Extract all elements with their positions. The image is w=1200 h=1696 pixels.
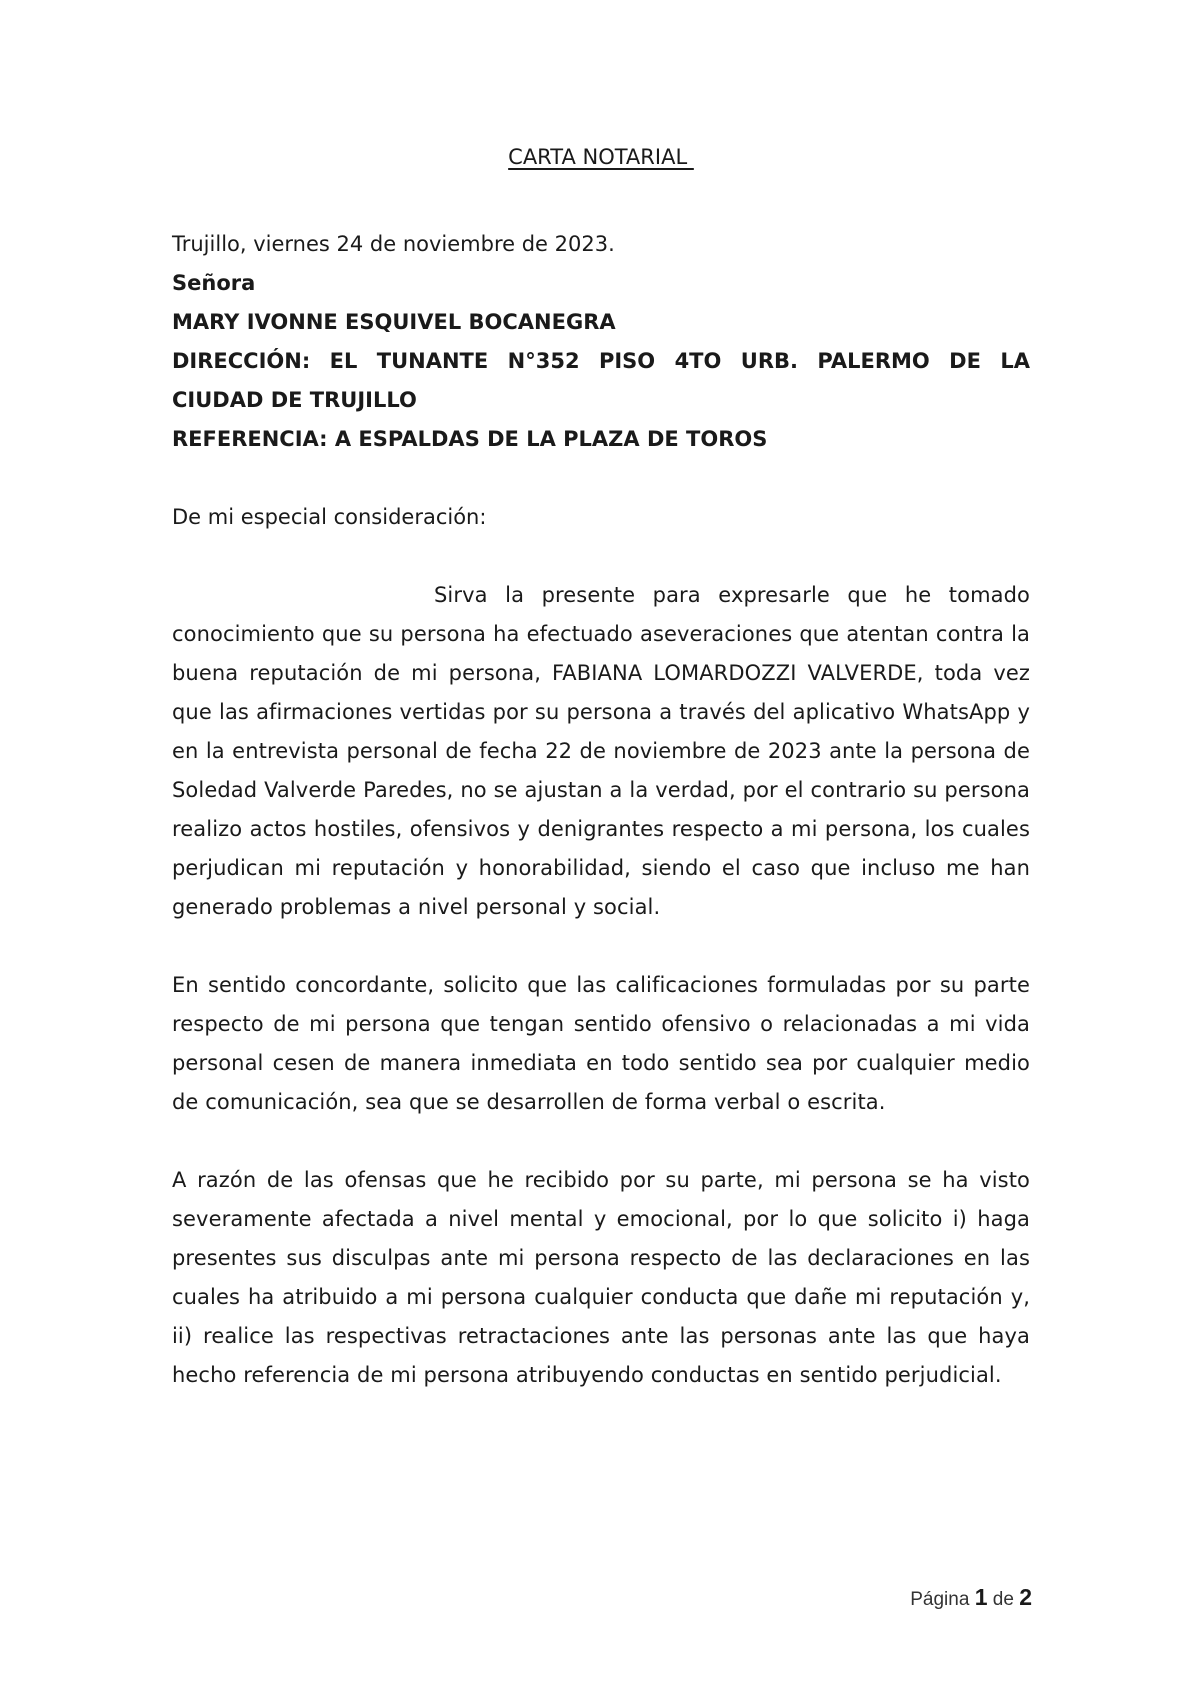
page-label: Página [910, 1589, 970, 1610]
page-number-footer [910, 1584, 1032, 1611]
recipient-name: MARY IVONNE ESQUIVEL BOCANEGRA [172, 310, 616, 334]
spacer [172, 537, 1030, 576]
total-pages-number: 2 [1019, 1584, 1032, 1610]
body-paragraph-1: Sirva la presente para expresarle que he tomado conocimiento que su persona ha efectuado aseveraciones que atentan contra la buena reputación de mi persona, FABIANA LOMARDOZZI VALVERDE, toda vez que las afirmaciones vertidas por su persona a través del aplicativo WhatsApp y en la entrevista personal de fecha 22 de noviembre de 2023 ante la persona de Soledad Valverde Paredes, no se ajustan a la verdad, por el contrario su persona realizo actos hostiles, ofensivos y denigrantes respecto a mi persona, los cuales perjudican mi reputación y honorabilidad, siendo el caso que incluso me han generado problemas a nivel personal y social. [172, 583, 1030, 919]
address-line-1: DIRECCIÓN: EL TUNANTE N°352 PISO 4TO URB. PALERMO DE LA [172, 349, 1030, 373]
date-line: Trujillo, viernes 24 de noviembre de 2023. [172, 232, 615, 256]
reference-line: REFERENCIA: A ESPALDAS DE LA PLAZA DE TOROS [172, 427, 768, 451]
current-page-number: 1 [974, 1584, 988, 1610]
letter-body [172, 138, 1030, 1395]
spacer [172, 1122, 1030, 1161]
greeting: De mi especial consideración: [172, 505, 487, 529]
of-label: de [992, 1589, 1014, 1610]
address-line-2: CIUDAD DE TRUJILLO [172, 388, 417, 412]
body-paragraph-2: En sentido concordante, solicito que las calificaciones formuladas por su parte respecto de mi persona que tengan sentido ofensivo o relacionadas a mi vida personal cesen de manera inmediata en todo sentido sea por cualquier medio de comunicación, sea que se desarrollen de forma verbal o escrita. [172, 973, 1030, 1114]
spacer [172, 459, 1030, 498]
salutation-title: Señora [172, 271, 256, 295]
document-title: CARTA NOTARIAL [508, 145, 694, 169]
spacer [172, 927, 1030, 966]
body-paragraph-3: A razón de las ofensas que he recibido por su parte, mi persona se ha visto severamente afectada a nivel mental y emocional, por lo que solicito i) haga presentes sus disculpas ante mi persona respecto de las declaraciones en las cuales ha atribuido a mi persona cualquier conducta que dañe mi reputación y, ii) realice las respectivas retractaciones ante las personas ante las que haya hecho referencia de mi persona atribuyendo conductas en sentido perjudicial. [172, 1168, 1030, 1387]
